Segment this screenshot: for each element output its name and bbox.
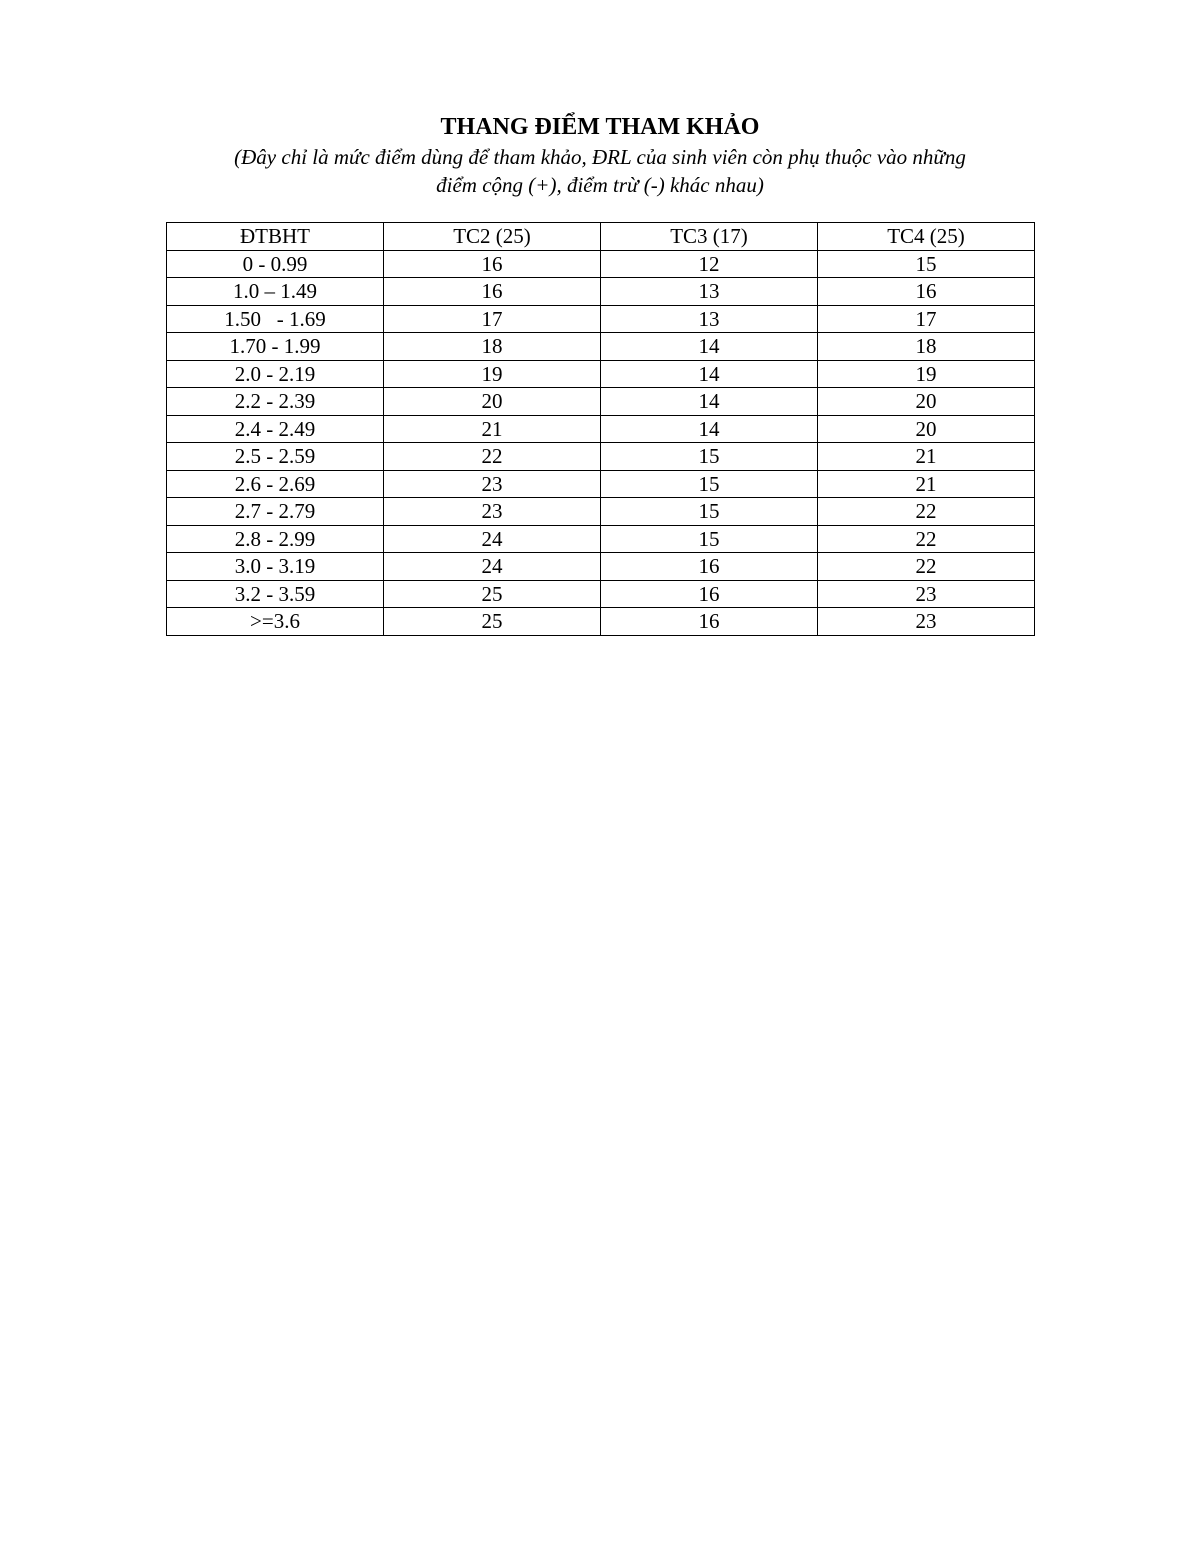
subtitle-line-2: điểm cộng (+), điểm trừ (-) khác nhau)	[436, 173, 764, 197]
cell-tc2: 16	[384, 278, 601, 306]
cell-tc4: 15	[818, 250, 1035, 278]
cell-tc3: 15	[601, 498, 818, 526]
cell-tc4: 19	[818, 360, 1035, 388]
table-row	[167, 525, 1035, 553]
table-row	[167, 498, 1035, 526]
cell-dtbht: 2.5 - 2.59	[167, 443, 384, 471]
cell-tc3: 13	[601, 305, 818, 333]
table-body	[167, 250, 1035, 635]
cell-tc2: 20	[384, 388, 601, 416]
cell-tc3: 14	[601, 388, 818, 416]
table-row	[167, 470, 1035, 498]
grade-scale-table	[166, 222, 1035, 636]
cell-dtbht: 2.8 - 2.99	[167, 525, 384, 553]
cell-tc2: 19	[384, 360, 601, 388]
cell-tc2: 24	[384, 553, 601, 581]
cell-tc4: 20	[818, 388, 1035, 416]
cell-tc3: 15	[601, 470, 818, 498]
cell-dtbht: 2.4 - 2.49	[167, 415, 384, 443]
cell-dtbht: 1.70 - 1.99	[167, 333, 384, 361]
cell-dtbht: 3.0 - 3.19	[167, 553, 384, 581]
cell-tc3: 14	[601, 360, 818, 388]
table-row	[167, 333, 1035, 361]
cell-dtbht: 0 - 0.99	[167, 250, 384, 278]
cell-tc2: 25	[384, 608, 601, 636]
cell-dtbht: 1.50 - 1.69	[167, 305, 384, 333]
cell-tc4: 20	[818, 415, 1035, 443]
header-tc3: TC3 (17)	[601, 223, 818, 251]
cell-tc3: 16	[601, 553, 818, 581]
cell-tc2: 21	[384, 415, 601, 443]
cell-dtbht: 2.2 - 2.39	[167, 388, 384, 416]
header-tc4: TC4 (25)	[818, 223, 1035, 251]
cell-tc4: 21	[818, 470, 1035, 498]
table-row	[167, 305, 1035, 333]
table-row	[167, 278, 1035, 306]
cell-tc4: 22	[818, 525, 1035, 553]
cell-tc4: 16	[818, 278, 1035, 306]
cell-tc3: 12	[601, 250, 818, 278]
table-row	[167, 388, 1035, 416]
cell-tc3: 13	[601, 278, 818, 306]
cell-tc3: 15	[601, 525, 818, 553]
table-row	[167, 415, 1035, 443]
table-row	[167, 443, 1035, 471]
subtitle-line-1: (Đây chỉ là mức điểm dùng để tham khảo, ĐRL của sinh viên còn phụ thuộc vào những	[234, 145, 966, 169]
table-header-row	[167, 223, 1035, 251]
cell-tc4: 22	[818, 553, 1035, 581]
cell-tc2: 16	[384, 250, 601, 278]
table-row	[167, 250, 1035, 278]
cell-tc2: 22	[384, 443, 601, 471]
cell-dtbht: 1.0 – 1.49	[167, 278, 384, 306]
cell-dtbht: 2.0 - 2.19	[167, 360, 384, 388]
cell-tc2: 25	[384, 580, 601, 608]
table-row	[167, 580, 1035, 608]
cell-tc2: 23	[384, 498, 601, 526]
cell-tc4: 22	[818, 498, 1035, 526]
table-row	[167, 608, 1035, 636]
cell-tc3: 14	[601, 333, 818, 361]
header-dtbht: ĐTBHT	[167, 223, 384, 251]
table-row	[167, 360, 1035, 388]
cell-tc4: 17	[818, 305, 1035, 333]
cell-tc3: 15	[601, 443, 818, 471]
cell-tc2: 17	[384, 305, 601, 333]
page-title: THANG ĐIỂM THAM KHẢO	[440, 114, 760, 140]
cell-tc3: 16	[601, 608, 818, 636]
cell-tc2: 24	[384, 525, 601, 553]
cell-dtbht: 2.7 - 2.79	[167, 498, 384, 526]
cell-dtbht: >=3.6	[167, 608, 384, 636]
cell-tc4: 23	[818, 580, 1035, 608]
table-row	[167, 553, 1035, 581]
cell-tc4: 18	[818, 333, 1035, 361]
cell-tc4: 21	[818, 443, 1035, 471]
header-tc2: TC2 (25)	[384, 223, 601, 251]
cell-tc3: 16	[601, 580, 818, 608]
cell-tc2: 18	[384, 333, 601, 361]
page-subtitle	[150, 143, 1050, 199]
cell-dtbht: 2.6 - 2.69	[167, 470, 384, 498]
cell-tc2: 23	[384, 470, 601, 498]
cell-dtbht: 3.2 - 3.59	[167, 580, 384, 608]
cell-tc4: 23	[818, 608, 1035, 636]
cell-tc3: 14	[601, 415, 818, 443]
